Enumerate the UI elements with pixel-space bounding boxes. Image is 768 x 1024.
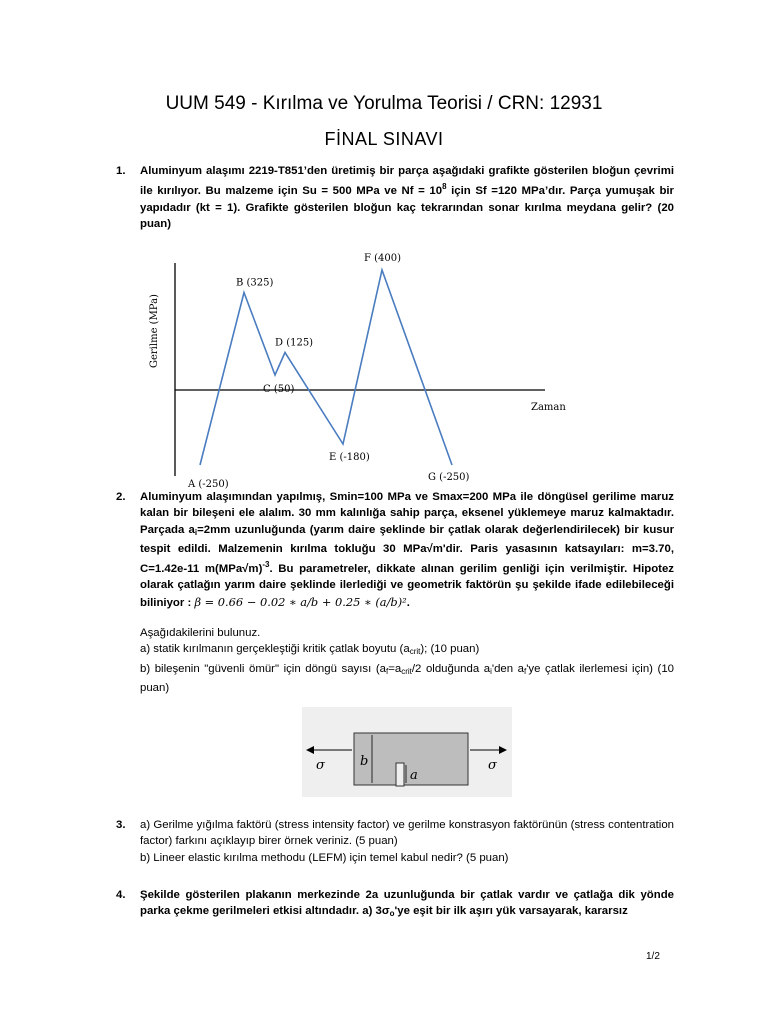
crack-a-label: a	[410, 768, 418, 783]
question-3	[117, 817, 674, 866]
point-label: A (-250)	[188, 479, 229, 490]
x-axis-label: Zaman	[531, 402, 566, 413]
page-number: 1/2	[646, 951, 660, 962]
question-4	[117, 887, 674, 923]
question-3b: b) Lineer elastic kırılma methodu (LEFM) için temel kabul nedir? (5 puan)	[140, 851, 509, 864]
question-2	[117, 489, 674, 696]
question-number: 2.	[116, 491, 126, 503]
stress-time-chart	[145, 253, 566, 490]
sigma-left-label: σ	[316, 758, 325, 773]
exam-subtitle: FİNAL SINAVI	[324, 129, 444, 149]
stress-series-line	[200, 270, 452, 465]
question-2-text: Aluminyum alaşımından yapılmış, Smin=100 MPa ve Smax=200 MPa ile döngüsel gerilime maruz kalan bir bileşeni ele alalım. 30 mm kalınlığa sahip parça, eksenel yüklemeye maruz kalmaktadır. Parçada $a_i=2mm$ uzunluğunda (yarım daire şeklinde bir çatlak olarak değerlendirilecek) bir kusur tespit edildi. Malzemenin kırılma tokluğu 30 MPa√m'dir. Paris yasasının katsayıları: m=3.70, C=1.42e-11 $m(MPa√m)^{-3}$. Bu parametreler, dikkate alınan gerilim genliği için verilmiştir. Hipotez olarak çatlağın yarım daire şeklinde ilerlediği ve geometrik faktörün şu şekilde ifade edilebileceği biliniyor : β = 0.66 − 0.02 ∗ a/b + 0.25 ∗ (a/b)².	[140, 491, 675, 609]
question-2b: b) bileşenin "güvenli ömür" için döngü sayısı ($a_f=a_{crit}/2$ olduğunda $a_i'den$ $a_f'ye$ çatlak ilerlemesi için) (10 puan)	[140, 662, 674, 694]
point-label: F (400)	[364, 253, 402, 264]
point-label: G (-250)	[428, 472, 470, 483]
cracked-plate-figure	[302, 707, 512, 797]
geometric-factor-formula: β = 0.66 − 0.02 ∗ a/b + 0.25 ∗ (a/b)²	[194, 594, 407, 609]
question-number: 3.	[116, 819, 126, 831]
point-label: B (325)	[236, 277, 274, 289]
question-2-find: Aşağıdakilerini bulunuz.	[140, 627, 261, 640]
question-1	[117, 163, 674, 232]
question-4-text: Şekilde gösterilen plakanın merkezinde 2a uzunluğunda bir çatlak vardır ve çatlağa dik yönde parka çekme gerilmeleri etkisi altındadır. a) $3\sigma_o'ye$ eşit bir ilk aşırı yük varsayarak, kararsız	[140, 889, 674, 919]
question-1-text: Aluminyum alaşımı 2219-T851’den üretimiş bir parça aşağıdaki grafikte gösterilen bloğun çevrimi ile kırılıyor. Bu malzeme için Su = 500 MPa ve $Nf = 10^8$ için Sf =120 MPa’dır. Parça yumuşak bir yapıdadır (kt = 1). Grafikte gösterilen bloğun kaç tekrarından sonar kırılma meydana gelir? (20 puan)	[140, 165, 674, 230]
question-number: 4.	[116, 889, 126, 901]
sigma-right-label: σ	[488, 758, 497, 773]
point-label: C (50)	[263, 384, 295, 395]
question-number: 1.	[116, 165, 126, 177]
y-axis-label: Gerilme (MPa)	[149, 294, 160, 368]
width-b-label: b	[360, 754, 369, 769]
question-2a: a) statik kırılmanın gerçekleştiği kritik çatlak boyutu $(a_{crit})$; (10 puan)	[140, 643, 480, 657]
point-label: D (125)	[275, 337, 314, 349]
point-label: E (-180)	[329, 452, 370, 463]
exam-title: UUM 549 - Kırılma ve Yorulma Teorisi / CRN: 12931	[165, 93, 603, 114]
question-3a: a) Gerilme yığılma faktörü (stress intensity factor) ve gerilme konstrasyon faktörünün (stress contentration factor) farkını açıklayıp birer örnek veriniz. (5 puan)	[140, 819, 674, 848]
